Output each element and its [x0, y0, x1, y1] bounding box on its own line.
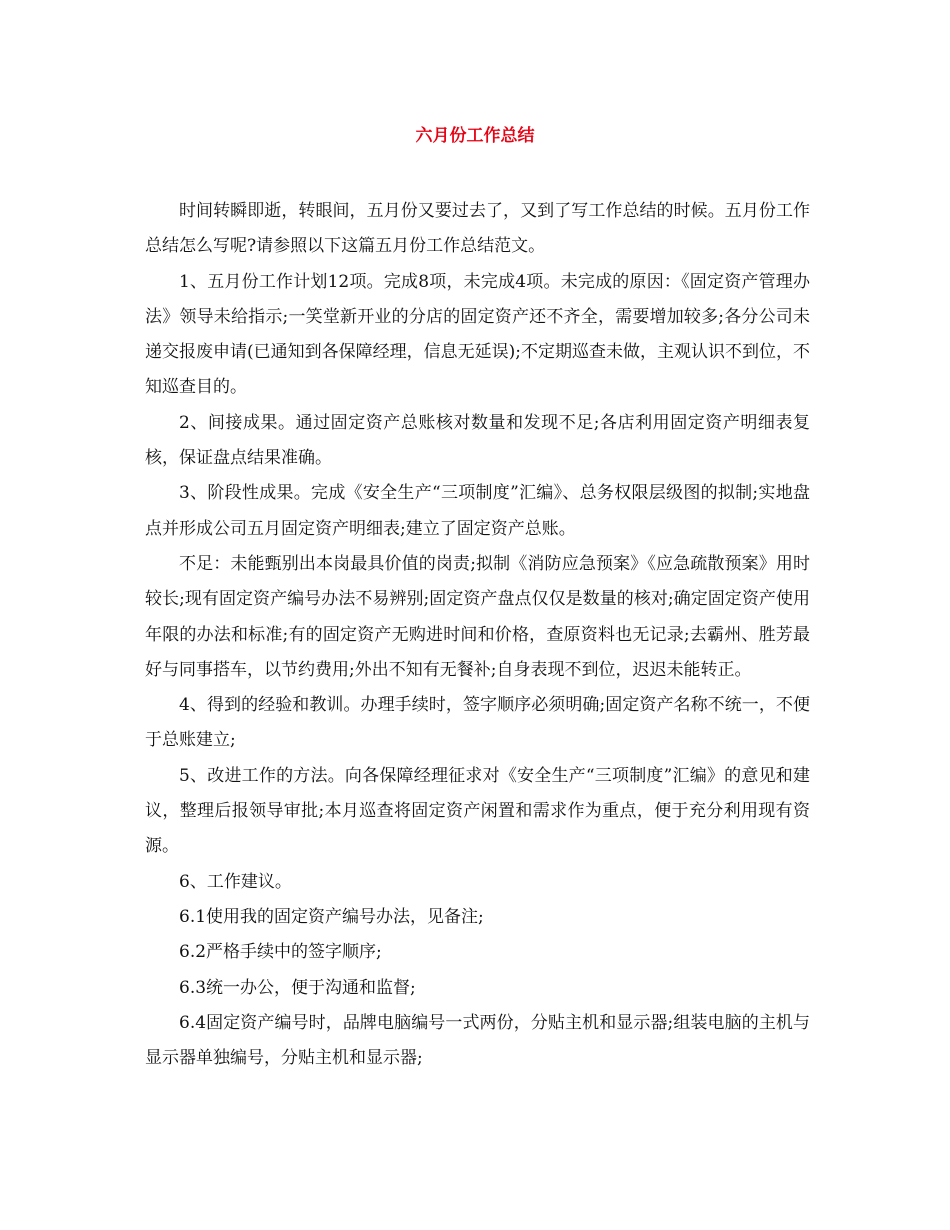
paragraph-item-6-4: 6.4固定资产编号时，品牌电脑编号一式两份，分贴主机和显示器;组装电脑的主机与显示器单独编号，分贴主机和显示器;	[145, 1012, 810, 1069]
document-body	[145, 194, 810, 1076]
paragraph-item-5: 5、改进工作的方法。向各保障经理征求对《安全生产“三项制度”汇编》的意见和建议，整理后报领导审批;本月巡查将固定资产闲置和需求作为重点，便于充分利用现有资源。	[145, 765, 810, 857]
paragraph-item-6: 6、工作建议。	[179, 871, 292, 892]
paragraph-item-1: 1、五月份工作计划12项。完成8项，未完成4项。未完成的原因：《固定资产管理办法》领导未给指示;一笑堂新开业的分店的固定资产还不齐全，需要增加较多;各分公司未递交报废申请(已通知到各保障经理，信息无延误);不定期巡查未做，主观认识不到位，不知巡查目的。	[145, 271, 810, 398]
paragraph-intro: 时间转瞬即逝，转眼间，五月份又要过去了，又到了写工作总结的时候。五月份工作总结怎么写呢?请参照以下这篇五月份工作总结范文。	[145, 201, 810, 257]
paragraph-item-6-3: 6.3统一办公，便于沟通和监督;	[179, 977, 416, 998]
paragraph-item-6-2: 6.2严格手续中的签字顺序;	[179, 942, 382, 963]
paragraph-item-6-1: 6.1使用我的固定资产编号办法，见备注;	[179, 906, 484, 927]
paragraph-item-3: 3、阶段性成果。完成《安全生产“三项制度”汇编》、总务权限层级图的拟制;实地盘点并形成公司五月固定资产明细表;建立了固定资产总账。	[145, 483, 810, 539]
document-title: 六月份工作总结	[415, 126, 535, 146]
paragraph-shortcomings: 不足：未能甄别出本岗最具价值的岗责;拟制《消防应急预案》《应急疏散预案》用时较长;现有固定资产编号办法不易辨别;固定资产盘点仅仅是数量的核对;确定固定资产使用年限的办法和标准;有的固定资产无购进时间和价格，查原资料也无记录;去霸州、胜芳最好与同事搭车，以节约费用;外出不知有无餐补;自身表现不到位，迟迟未能转正。	[145, 553, 810, 680]
paragraph-item-2: 2、间接成果。通过固定资产总账核对数量和发现不足;各店利用固定资产明细表复核，保证盘点结果准确。	[145, 412, 810, 469]
paragraph-item-4: 4、得到的经验和教训。办理手续时，签字顺序必须明确;固定资产名称不统一，不便于总账建立;	[145, 695, 810, 751]
